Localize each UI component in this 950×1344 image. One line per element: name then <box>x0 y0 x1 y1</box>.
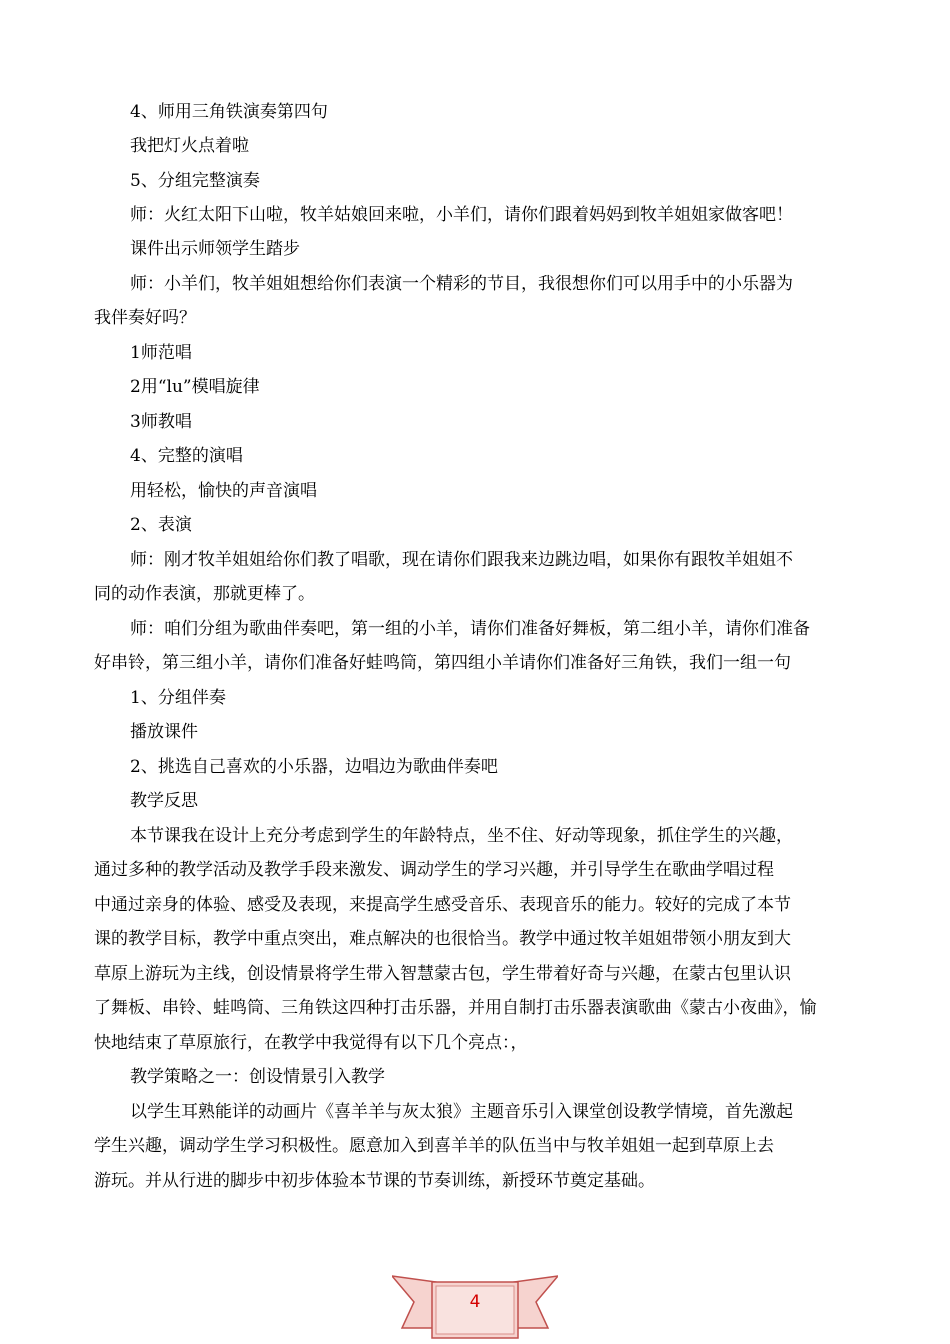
text-line: 以学生耳熟能详的动画片《喜羊羊与灰太狼》主题音乐引入课堂创设教学情境，首先激起 <box>130 1102 793 1122</box>
text-line: 了舞板、串铃、蛙鸣筒、三角铁这四种打击乐器，并用自制打击乐器表演歌曲《蒙古小夜曲》，愉 <box>94 998 817 1018</box>
text-line: 草原上游玩为主线，创设情景将学生带入智慧蒙古包，学生带着好奇与兴趣，在蒙古包里认识 <box>94 964 791 984</box>
text-line: 1师范唱 <box>130 343 192 363</box>
text-line: 教学反思 <box>130 791 198 811</box>
text-line: 师：刚才牧羊姐姐给你们教了唱歌，现在请你们跟我来边跳边唱，如果你有跟牧羊姐姐不 <box>130 550 793 570</box>
text-line: 2用“lu”模唱旋律 <box>130 377 260 397</box>
text-line: 我伴奏好吗？ <box>94 308 196 328</box>
text-line: 同的动作表演，那就更棒了。 <box>94 584 315 604</box>
text-line: 游玩。并从行进的脚步中初步体验本节课的节奏训练，新授环节奠定基础。 <box>94 1171 655 1191</box>
text-line: 快地结束了草原旅行，在教学中我觉得有以下几个亮点：， <box>94 1033 528 1053</box>
text-line: 通过多种的教学活动及教学手段来激发、调动学生的学习兴趣，并引导学生在歌曲学唱过程 <box>94 860 774 880</box>
text-line: 2、挑选自己喜欢的小乐器，边唱边为歌曲伴奏吧 <box>130 757 498 777</box>
text-line: 学生兴趣，调动学生学习积极性。愿意加入到喜羊羊的队伍当中与牧羊姐姐一起到草原上去 <box>94 1136 774 1156</box>
text-line: 师：火红太阳下山啦，牧羊姑娘回来啦，小羊们，请你们跟着妈妈到牧羊姐姐家做客吧！ <box>130 205 793 225</box>
text-line: 课的教学目标，教学中重点突出，难点解决的也很恰当。教学中通过牧羊姐姐带领小朋友到大 <box>94 929 791 949</box>
text-line: 中通过亲身的体验、感受及表现，来提高学生感受音乐、表现音乐的能力。较好的完成了本节 <box>94 895 791 915</box>
text-line: 4、师用三角铁演奏第四句 <box>130 102 328 122</box>
text-line: 课件出示师领学生踏步 <box>130 239 300 259</box>
text-line: 2、表演 <box>130 515 192 535</box>
page-number-ribbon <box>392 1270 558 1342</box>
text-line: 我把灯火点着啦 <box>130 136 249 156</box>
text-line: 师：咱们分组为歌曲伴奏吧，第一组的小羊，请你们准备好舞板，第二组小羊，请你们准备 <box>130 619 810 639</box>
text-line: 师：小羊们，牧羊姐姐想给你们表演一个精彩的节目，我很想你们可以用手中的小乐器为 <box>130 274 793 294</box>
text-line: 3师教唱 <box>130 412 192 432</box>
text-line: 5、分组完整演奏 <box>130 171 260 191</box>
text-line: 用轻松，愉快的声音演唱 <box>130 481 317 501</box>
text-line: 好串铃，第三组小羊，请你们准备好蛙鸣筒，第四组小羊请你们准备好三角铁，我们一组一句 <box>94 653 791 673</box>
text-line: 本节课我在设计上充分考虑到学生的年龄特点，坐不住、好动等现象，抓住学生的兴趣， <box>130 826 793 846</box>
page-number: 4 <box>469 1292 481 1312</box>
text-line: 1、分组伴奏 <box>130 688 226 708</box>
text-line: 播放课件 <box>130 722 198 742</box>
text-line: 教学策略之一：创设情景引入教学 <box>130 1067 385 1087</box>
text-line: 4、完整的演唱 <box>130 446 243 466</box>
